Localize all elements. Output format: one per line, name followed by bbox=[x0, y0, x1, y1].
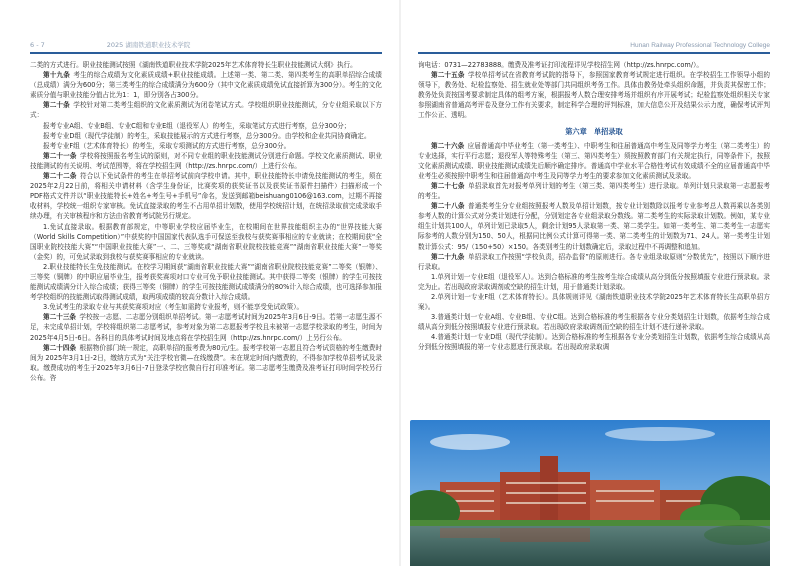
paragraph bbox=[418, 201, 770, 251]
paragraph-text: 考生的综合成绩为文化素质成绩+职业技能成绩。上述第一类、第二类、第四类考生的高职单招综合成绩（总成绩）满分为600分；第三类考生的综合成绩满分为600分（其中文化素质成绩免试直接折算为300分）。考生的文化素质分值与职业技能分值占比为1：1，即分别各占300分。 bbox=[30, 71, 383, 100]
campus-photo bbox=[410, 420, 770, 566]
paragraph-text: 1.单列计划一专业E组（退役军人）。达到合格标准的考生按考生综合成绩从高分到低分按照填报专业进行预录取。录完为止。若出现政府录取调剂或空缺的招生计划，用于普通类计划录取。 bbox=[418, 272, 770, 291]
paragraph bbox=[418, 141, 770, 181]
paragraph-text: 单招录取首先对报考单列计划的考生（第三类、第四类考生）进行录取。单列计划只录取第一志愿报考的考生。 bbox=[418, 181, 771, 201]
page-header-left bbox=[30, 38, 382, 54]
paragraph-text: 普通类考生分专业组按照报考人数及单招计划数，按专业计划数除以报考专业参考总人数再乘以各类别参考人数的计算公式对分类计划进行分配，分别划定各专业组录取分数线。第二类考生的实际录取计划数。例如，某专业组生计划共100人，单列计划已录取5人，剩余计划95人录取第一类、第二类学生。如第一类考生、第二类考生一志愿实际参考的人数分别为150、50人，根据同比例公式计算可得第一类、第二类考生的计划数为71、24人。第一类考生计划数计算公式：95/（150+50）×150。各类别考生的计划数确定后，录取过程中不再调整和追加。 bbox=[418, 202, 771, 251]
paragraph bbox=[418, 60, 770, 70]
paragraph bbox=[30, 151, 382, 171]
article-number: 第二十一条 bbox=[43, 151, 77, 160]
paragraph-text: 2.职业技能特长生免技能测试。在校学习期间获“湖南省职业技能大赛”“湖南省职业院校技能竞赛”二等奖（银牌）、三等奖（铜牌）的中职应届毕业生，报考获奖赛项对口专业可免予职业技能测试。其中获得二等奖（银牌）的学生可按技能测试成绩满分计入综合成绩；获得三等奖（铜牌）的学生可按技能测试成绩满分的80%计入综合成绩，也可选择参加报考学校组织的技能测试取得测试成绩，取两项成绩的较高分数计入综合成绩。 bbox=[30, 262, 382, 302]
paragraph-text: 报考专业D组（现代学徒制）的考生，采取技能展示的方式进行考察，总分300分。由学校和企业共同协商确定。 bbox=[43, 131, 371, 140]
paragraph bbox=[30, 222, 382, 262]
paragraph bbox=[418, 292, 770, 312]
paragraph-text: 3.免试考生的录取专业与其获奖赛项对应（考生如需跨专业报考，则不能享受免试政策）。 bbox=[43, 303, 304, 312]
article-number: 第二十三条 bbox=[43, 313, 77, 322]
article-number: 第二十二条 bbox=[43, 172, 77, 181]
paragraph-text: 报考专业F组（艺术体育特长）的考生，采取专项测试的方式进行考察，总分300分。 bbox=[43, 141, 291, 150]
chapter-heading: 第六章 单招录取 bbox=[565, 126, 623, 136]
paragraph bbox=[30, 131, 382, 141]
paragraph-text: 学校针对第二类考生组织的文化素质测试为闭卷笔试方式。学校组织职业技能测试，分专业组采取以下方式： bbox=[30, 101, 383, 120]
left-page-text bbox=[30, 60, 382, 383]
article-number: 第二十九条 bbox=[431, 252, 465, 261]
paragraph-text: 单招录取工作按照“学校负责，招办监督”的原则进行。各专业组录取原则“分数优先”，按照以下顺序进行录取。 bbox=[418, 252, 771, 271]
right-top-text bbox=[418, 60, 770, 121]
campus-photo-image bbox=[410, 420, 770, 566]
paragraph bbox=[30, 121, 382, 131]
paragraph bbox=[30, 171, 382, 221]
paragraph bbox=[418, 272, 770, 292]
article-number: 第二十七条 bbox=[431, 181, 465, 190]
paragraph bbox=[30, 312, 382, 342]
article-number: 第十九条 bbox=[43, 71, 70, 80]
article-number: 第二十四条 bbox=[43, 343, 77, 352]
page-numbers: 6 - 7 bbox=[30, 41, 45, 49]
paragraph bbox=[418, 312, 770, 332]
paragraph-text: 4.普通类计划一专业D组（现代学徒制）。达到合格标准的考生根据各专业分类划招生计划数，依据考生综合成绩从高分到低分按照填报的第一专业志愿进行预录取。若出现政府录取调 bbox=[418, 333, 770, 352]
page-header-right bbox=[418, 38, 770, 54]
paragraph-text: 1.免试直接录取。根据教育部规定，中等职业学校应届毕业生，在校期间在世界技能组织主办的“世界技能大赛（World Skills Competition）”中获奖的中国国家代表队选手可保送至我校与获奖赛事相应的专业就读；在校期间获“全国职业院校技能大赛”“中国职业技能大赛”一、二、三等奖或“湖南省职业院校技能竞赛”“湖南省职业技能大赛”一等奖（金奖）的，可免试录取到我校与获奖赛事相应的专业就读。 bbox=[30, 222, 382, 261]
paragraph-text: 2.单列计划一专业F组（艺术体育特长）。具体规则详见《湖南铁道职业技术学院2025年艺术体育特长生高职单招方案》。 bbox=[418, 292, 770, 312]
paragraph-text: 报考专业A组、专业B组、专业C组和专业E组（退役军人）的考生，采取笔试方式进行考察，总分300分； bbox=[43, 121, 351, 130]
paragraph bbox=[30, 343, 382, 383]
right-bottom-text bbox=[418, 141, 770, 353]
paragraph-text: 学校按一志愿、二志愿分别组织单招考试。第一志愿考试时间为2025年3月6日-9日。若第一志愿生源不足，未完成单招计划，学校将组织第二志愿考试，参考对象为第二志愿报考学校且未被第一志愿学校录取的考生，时间为2025年4月5日-6日。各科目的具体考试时间及地点将在学校招生网（http://zs.hnrpc.com/）上另行公布。 bbox=[30, 313, 383, 342]
paragraph-text: 根据物价部门统一规定，高职单招的报考费为80元/生。报考学校第一志愿且符合考试资格的考生缴费时间为 2025年3月1日-2日，缴纳方式为“关注学校官微—在线缴费”。未在规定时间内缴费的，不得参加学校单招考试及录取。缴费成功的考生于2025年3月6日-7日登录学校官微自行打印准考证。第二志愿考生缴费及准考证打印时间学校另行公布。咨 bbox=[30, 343, 382, 382]
right-page-text bbox=[418, 60, 770, 353]
header-title: 2025 湖南铁道职业技术学院 bbox=[106, 41, 191, 49]
paragraph bbox=[418, 332, 770, 352]
paragraph bbox=[418, 70, 770, 120]
paragraph bbox=[30, 100, 382, 120]
article-number: 第二十五条 bbox=[431, 71, 465, 80]
article-number: 第二十六条 bbox=[431, 141, 465, 150]
paragraph-text: 3.普通类计划一专业A组、专业B组、专业C组。达到合格标准的考生根据各专业分类划招生计划数，依据考生综合成绩从高分到低分按照填报专业进行预录取。若出现政府录取调剂而空缺的招生计划不进行递补录取。 bbox=[418, 313, 770, 332]
paragraph-text: 学校将按照报名考生试的原则，对不同专业组的职业技能测试分别进行命题。学校文化素质测试、职业技能测试的有关说明、考试范围等，将在学校招生网（http://zs.hnrpc.com/）上进行公布。 bbox=[30, 151, 383, 170]
paragraph bbox=[418, 181, 770, 201]
paragraph-text: 符合以下免试条件的考生在单招考试前向学校申请。其中，职业技能特长申请免技能测试的考生，须在2025年2月22日前，将相关申请材料（含学生身份证，比赛奖项的获奖证书以及获奖证书原件扫描件）扫描形成一个PDF格式文件并以“职业技能特长+姓名+考生号+手机号”命名，发送到邮箱beishuang0106@163.com，过期不再接收材料，学校统一组织专家审核。免试直接录取的考生不占用单招计划数，使用学校统招计划，在统招录取前完成录取手续办理，有关审核程序和方法由省教育考试院另行规定。 bbox=[30, 172, 383, 221]
paragraph bbox=[30, 302, 382, 312]
paragraph bbox=[30, 262, 382, 302]
article-number: 第二十条 bbox=[43, 101, 70, 110]
paragraph-text: 二类的方式进行。职业技能测试按照《湖南铁道职业技术学院2025年艺术体育特长生职业技能测试大纲》执行。 bbox=[30, 61, 357, 69]
paragraph bbox=[30, 141, 382, 151]
paragraph bbox=[30, 70, 382, 100]
paragraph bbox=[418, 252, 770, 272]
paragraph-text: 应届普通高中毕业考生（第一类考生）、中职考生和往届普通高中考生及同等学力考生（第二类考生）的专业选择，实行平行志愿；退役军人等特殊考生（第三、第四类考生）须按照教育部门有关规定执行，同等条件下，按照文化素质测试成绩、职业技能测试成绩先后顺序确定排序。普通高中学业水平合格性考试有效成绩不全的应届普通高中毕业考生必须按照中职考生和往届普通高中考生及同等学力考生的要求参加文化素质测试及录取。 bbox=[418, 141, 771, 180]
article-number: 第二十八条 bbox=[431, 202, 465, 211]
paragraph-text: 学校单招考试在省教育考试院的指导下，参照国家教育考试规定进行组织。在学校招生工作领导小组的领导下，教务处、纪检监察处、招生就业处等部门共同组织考务工作。具体由教务处牵头组织命题，并负责其保密工作；教务处负责按国考要求制定具体的组考方案，根据报考人数合理安排考场并组织有序开展考试；纪检监察处组织相关专家参照湖南省普通高考评卷及登分工作有关要求，制定科学合理的评判标准，加大信息公开及结果公示力度，确保考试评判工作公正、透明。 bbox=[418, 71, 771, 120]
paragraph bbox=[30, 60, 382, 70]
header-title-en: Hunan Railway Professional Technology College bbox=[630, 42, 770, 49]
paragraph-text: 询电话：0731—22783888。缴费及准考证打印流程详见学校招生网（http://zs.hnrpc.com/）。 bbox=[418, 61, 703, 69]
